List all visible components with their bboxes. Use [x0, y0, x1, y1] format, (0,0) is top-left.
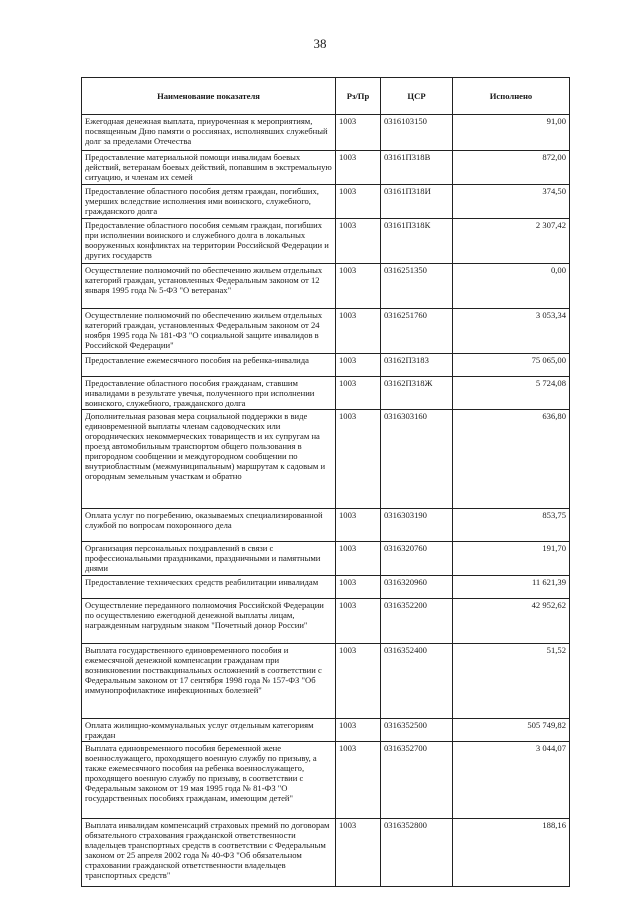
cell-name: Предоставление материальной помощи инвалидам боевых действий, ветеранам боевых действий, попавшим в экстремальную ситуацию, и членам их семей: [82, 151, 336, 185]
cell-executed: 191,70: [453, 542, 570, 576]
cell-name: Организация персональных поздравлений в связи с профессиональными праздниками, праздничными и памятными днями: [82, 542, 336, 576]
table-row: [82, 644, 570, 719]
table-row: [82, 719, 570, 742]
table-row: [82, 185, 570, 219]
cell-csr: 0316352400: [381, 644, 453, 719]
cell-csr: 0316352200: [381, 599, 453, 644]
cell-rz-pr: 1003: [336, 151, 381, 185]
cell-rz-pr: 1003: [336, 354, 381, 377]
cell-csr: 0316303160: [381, 410, 453, 509]
table-row: [82, 219, 570, 264]
cell-executed: 75 065,00: [453, 354, 570, 377]
cell-rz-pr: 1003: [336, 185, 381, 219]
cell-name: Предоставление областного пособия семьям граждан, погибших при исполнении воинского и служебного долга в локальных вооруженных конфликтах на территории Российской Федерации и других государств: [82, 219, 336, 264]
cell-name: Предоставление технических средств реабилитации инвалидам: [82, 576, 336, 599]
table-row: [82, 576, 570, 599]
cell-executed: 91,00: [453, 115, 570, 151]
cell-rz-pr: 1003: [336, 542, 381, 576]
table-row: [82, 742, 570, 819]
cell-rz-pr: 1003: [336, 719, 381, 742]
cell-csr: 0316352500: [381, 719, 453, 742]
cell-csr: 0316352800: [381, 819, 453, 887]
cell-csr: 03161П318И: [381, 185, 453, 219]
page-number: 38: [313, 36, 327, 51]
cell-name: Выплата государственного единовременного пособия и ежемесячной денежной компенсации гражданам при возникновении поствакцинальных осложнений в соответствии с Федеральным законом от 17 сентября 1998 года № 157-ФЗ "Об иммунопрофилактике инфекционных болезней": [82, 644, 336, 719]
cell-name: Предоставление ежемесячного пособия на ребенка-инвалида: [82, 354, 336, 377]
table-row: [82, 377, 570, 410]
cell-rz-pr: 1003: [336, 599, 381, 644]
table-header-row: [82, 78, 570, 115]
table-row: [82, 819, 570, 887]
cell-csr: 03162П318Ж: [381, 377, 453, 410]
cell-name: Выплата инвалидам компенсаций страховых премий по договорам обязательного страхования гражданской ответственности владельцев транспортных средств в соответствии с Федеральным законом от 25 апреля 2002 года № 40-ФЗ "Об обязательном страховании гражданской ответственности владельцев транспортных средств": [82, 819, 336, 887]
cell-executed: 42 952,62: [453, 599, 570, 644]
cell-rz-pr: 1003: [336, 644, 381, 719]
table-row: [82, 264, 570, 309]
header-executed: Исполнено: [453, 78, 570, 115]
table-row: [82, 410, 570, 509]
cell-executed: 374,50: [453, 185, 570, 219]
cell-rz-pr: 1003: [336, 264, 381, 309]
cell-name: Выплата единовременного пособия беременной жене военнослужащего, проходящего военную службу по призыву, а также ежемесячного пособия на ребенка военнослужащего, проходящего военную службу по призыву, в соответствии с Федеральным законом от 19 мая 1995 года № 81-ФЗ "О государственных пособиях гражданам, имеющим детей": [82, 742, 336, 819]
cell-executed: 636,80: [453, 410, 570, 509]
cell-rz-pr: 1003: [336, 115, 381, 151]
cell-executed: 188,16: [453, 819, 570, 887]
cell-name: Осуществление полномочий по обеспечению жильем отдельных категорий граждан, установленных Федеральным законом от 24 ноября 1995 года № 181-ФЗ "О социальной защите инвалидов в Российской Федерации": [82, 309, 336, 354]
cell-csr: 03161П318К: [381, 219, 453, 264]
header-rz-pr: Рз/Пр: [336, 78, 381, 115]
header-csr: ЦСР: [381, 78, 453, 115]
cell-executed: 853,75: [453, 509, 570, 542]
table-row: [82, 509, 570, 542]
cell-csr: 0316303190: [381, 509, 453, 542]
cell-rz-pr: 1003: [336, 410, 381, 509]
header-name: Наименование показателя: [82, 78, 336, 115]
cell-csr: 03161П318В: [381, 151, 453, 185]
cell-name: Оплата жилищно-коммунальных услуг отдельным категориям граждан: [82, 719, 336, 742]
cell-executed: 5 724,08: [453, 377, 570, 410]
table-row: [82, 599, 570, 644]
cell-executed: 505 749,82: [453, 719, 570, 742]
table-row: [82, 542, 570, 576]
cell-name: Предоставление областного пособия детям граждан, погибших, умерших вследствие исполнения ими воинского, служебного, гражданского долга: [82, 185, 336, 219]
cell-name: Дополнительная разовая мера социальной поддержки в виде единовременной выплаты членам садоводческих или огороднических некоммерческих товариществ и их супругам на проезд автомобильным транспортом общего пользования в пригородном сообщении и междугородном сообщении по внутриобластным (межмуниципальным) маршрутам к садовым и огородным земельным участкам и обратно: [82, 410, 336, 509]
cell-csr: 03162П3183: [381, 354, 453, 377]
cell-csr: 0316352700: [381, 742, 453, 819]
cell-name: Оплата услуг по погребению, оказываемых специализированной службой по вопросам похоронного дела: [82, 509, 336, 542]
cell-executed: 0,00: [453, 264, 570, 309]
cell-rz-pr: 1003: [336, 377, 381, 410]
cell-executed: 3 044,07: [453, 742, 570, 819]
cell-csr: 0316251760: [381, 309, 453, 354]
cell-rz-pr: 1003: [336, 576, 381, 599]
table-row: [82, 354, 570, 377]
cell-rz-pr: 1003: [336, 219, 381, 264]
cell-csr: 0316320760: [381, 542, 453, 576]
cell-name: Осуществление полномочий по обеспечению жильем отдельных категорий граждан, установленных Федеральным законом от 12 января 1995 года № 5-ФЗ "О ветеранах": [82, 264, 336, 309]
cell-csr: 0316320960: [381, 576, 453, 599]
report-table: [81, 77, 570, 887]
cell-rz-pr: 1003: [336, 742, 381, 819]
cell-csr: 0316103150: [381, 115, 453, 151]
cell-rz-pr: 1003: [336, 509, 381, 542]
cell-name: Предоставление областного пособия гражданам, ставшим инвалидами в результате увечья, полученного при исполнении воинского, служебного, гражданского долга: [82, 377, 336, 410]
cell-executed: 2 307,42: [453, 219, 570, 264]
cell-rz-pr: 1003: [336, 309, 381, 354]
cell-executed: 11 621,39: [453, 576, 570, 599]
cell-name: Ежегодная денежная выплата, приуроченная к мероприятиям, посвященным Дню памяти о россиянах, исполнявших служебный долг за пределами Отечества: [82, 115, 336, 151]
cell-executed: 51,52: [453, 644, 570, 719]
table-row: [82, 151, 570, 185]
table-row: [82, 115, 570, 151]
cell-csr: 0316251350: [381, 264, 453, 309]
cell-name: Осуществление переданного полномочия Российской Федерации по осуществлению ежегодной денежной выплаты лицам, награжденным нагрудным знаком "Почетный донор России": [82, 599, 336, 644]
cell-rz-pr: 1003: [336, 819, 381, 887]
cell-executed: 872,00: [453, 151, 570, 185]
table-row: [82, 309, 570, 354]
cell-executed: 3 053,34: [453, 309, 570, 354]
